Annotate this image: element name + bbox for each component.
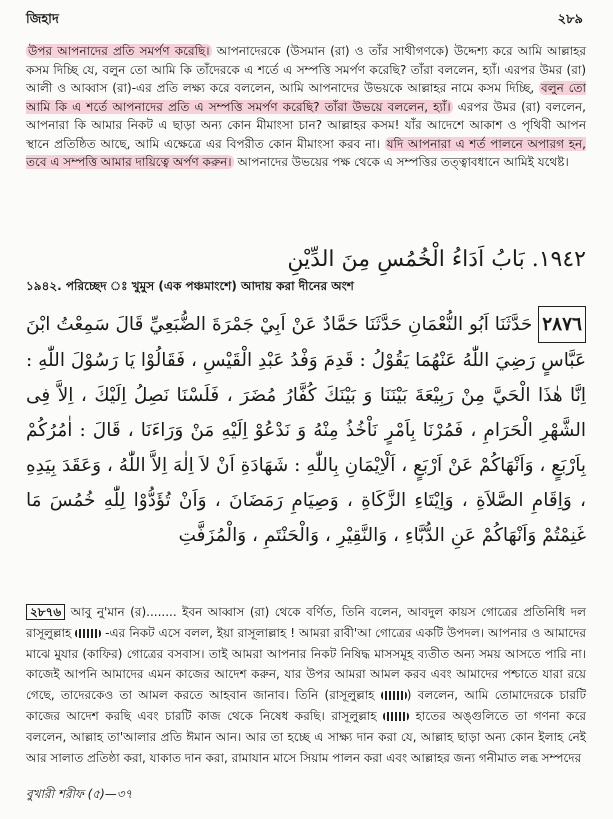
- highlight-3: যদি আপনারা এ শর্ত পালনে অপারগ হন, তবে এ সম্পত্তি আমার দায়িত্বে অর্পণ করুন।: [26, 136, 586, 169]
- paragraph-text-3: আপনাদের উভয়ের পক্ষ থেকে এ সম্পত্তির তত্ত্বাবধানে আমিই যথেষ্ট।: [233, 155, 569, 169]
- top-paragraph: [26, 42, 586, 172]
- page-number: ২৮৯: [557, 12, 583, 27]
- translation-text-1: আবু নু'মান (র)........ ইবন আব্বাস (রা) থেকে বর্ণিত, তিনি বলেন, আবদুল কায়স গোত্রের প্রতিনিধি দল রাসূলুল্লাহ: [26, 605, 586, 640]
- saw-icon: [383, 712, 409, 721]
- page-footer: বুখারী শরীফ (৫)—৩৭: [26, 787, 133, 801]
- paragraph-text-2: এরপর উমর (রা) বললেন, আপনারা কি আমার নিকট এ ছাড়া অন্য কোন মীমাংসা চান? আল্লাহর কসম! যাঁর আদেশে আকাশ ও পৃথিবী আপন স্থানে প্রতিষ্ঠিত আছে, আমি এক্ষেত্রে এর বিপরীত কোন মীমাংসা করব না।: [26, 99, 586, 151]
- chapter-title: জিহাদ: [26, 12, 59, 27]
- paragraph-text-1: আপনাদেরকে (উসমান (রা) ও তাঁর সাথীগণকে) উদ্দেশ্য করে আমি আল্লাহর কসম দিচ্ছি যে, বলুন তো আমি কি তাঁদেরকে এ শর্তে এ সম্পত্তি সমর্পণ করেছি? তাঁরা বললেন, হ্যাঁ। এরপর উমর (রা) আলী ও আব্বাস (রা)-এর প্রতি লক্ষ্য করে বললেন, আমি আপনাদের উভয়কে আল্লাহর নামে কসম দিচ্ছি,: [26, 44, 586, 95]
- hadith-number-arabic: ٢٨٧٦: [538, 306, 586, 343]
- hadith-arabic: [26, 306, 586, 553]
- section-title-arabic: ١٩٤٢. بَابُ اَدَاءُ الْخُمُسِ مِنَ الدِّيْنِ: [287, 247, 586, 272]
- translation-text-2: -এর নিকট এসে বলল, ইয়া রাসূলাল্লাহ ! আমরা রাবী'আ গোত্রের একটি উপদল। আপনার ও আমাদের মাঝে মুযার (কাফির) গোত্রের বসবাস। তাই আমরা আপনার নিকট নিষিদ্ধ মাসসমূহ ব্যতীত অন্য সময় আসতে পারি না। কাজেই আপনি আমাদের এমন কাজের আদেশ করুন, যার উপর আমরা আমল করব এবং আমাদের পশ্চাতে যারা রয়ে গেছে, তাদেরকেও তা আমল করতে আহবান জানাব। তিনি (রাসূলুল্লাহ: [26, 625, 586, 703]
- saw-icon: [381, 691, 407, 700]
- hadith-translation: [26, 602, 586, 768]
- translation-text-3: ) বললেন, আমি তোমাদেরকে চারটি কাজের আদেশ করছি এবং চারটি কাজ থেকে নিষেধ করছি। রাসূলুল্লাহ: [26, 688, 586, 723]
- translation-text-4: হাতের অঙ্গুলিতে তা গণনা করে বললেন, আল্লাহ তা'আলার প্রতি ঈমান আন। আর তা হচ্ছে এ সাক্ষ্য দান করা যে, আল্লাহ ছাড়া অন্য কোন ইলাহ নেই আর সালাত প্রতিষ্ঠা করা, যাকাত দান করা, রামাযান মাসে সিয়াম পালন করা এবং আল্লাহর জন্য গনীমাত লব্ধ সম্পদের: [26, 708, 586, 765]
- hadith-number-bengali: ২৮৭৬: [26, 604, 65, 620]
- highlight-2: বলুন তো আমি কি এ শর্তে আপনাদের প্রতি এ সম্পত্তি সমর্পণ করেছি? তাঁরা উভয়ে বললেন, হ্যাঁ।: [26, 81, 586, 114]
- section-title-bengali: ১৯৪২. পরিচ্ছেদ ঃ খুমুস (এক পঞ্চমাংশে) আদায় করা দীনের অংশ: [26, 279, 354, 293]
- hadith-arabic-text: حَدَّثَنَا اَبُو النُّعْمَانِ حَدَّثَنَا حَمَّادٌ عَنْ اَبِيْ جَمْرَةَ الضُّبَعِيِّ قَالَ سَمِعْتُ ابْنَ عَبَّاسٍ رَضِيَ اللّٰهُ عَنْهُمَا يَقُوْلُ : قَدِمَ وَفْدُ عَبْدِ الْقَيْسِ ، فَقَالُوْا يَا رَسُوْلَ اللّٰهِ : اِنَّا هٰذَا الْحَيَّ مِنْ رَبِيْعَةَ بَيْنَنَا وَ بَيْنَكَ كُفَّارُ مُضَرَ ، فَلَسْنَا نَصِلُ اِلَيْكَ ، اِلاَّ فِى الشَّهْرِ الْحَرَامِ ، فَمُرْنَا بِاَمْرٍ نَاْخُذُ مِنْهُ وَ نَدْعُوْ اِلَيْهِ مَنْ وَرَاءَنَا ، قَالَ : اٰمُرُكُمْ بِاَرْبَعٍ ، وَاَنْهَاكُمْ عَنْ اَرْبَعٍ ، اَلْاِيْمَانِ بِاللّٰهِ : شَهَادَةِ اَنْ لاَ اِلٰهَ اِلاَّ اللّٰهُ ، وَعَقَدَ بِيَدِهِ ، وَاِقَامِ الصَّلاَةِ ، وَاِيْتَاءِ الزَّكَاةِ ، وَصِيَامِ رَمَضَانَ ، وَاَنْ تُؤَدُّوْا لِلّٰهِ خُمُسَ مَا غَنِمْتُمْ وَاَنْهَاكُمْ عَنِ الدُّبَّاءِ ، وَالنَّقِيْرِ ، وَالْحَنْتَمِ ، وَالْمُزَفَّتِ: [25, 314, 586, 546]
- page-header: [26, 10, 583, 30]
- saw-icon: [75, 629, 101, 638]
- highlight-1: উপর আপনাদের প্রতি সমর্পণ করেছি।: [28, 44, 210, 58]
